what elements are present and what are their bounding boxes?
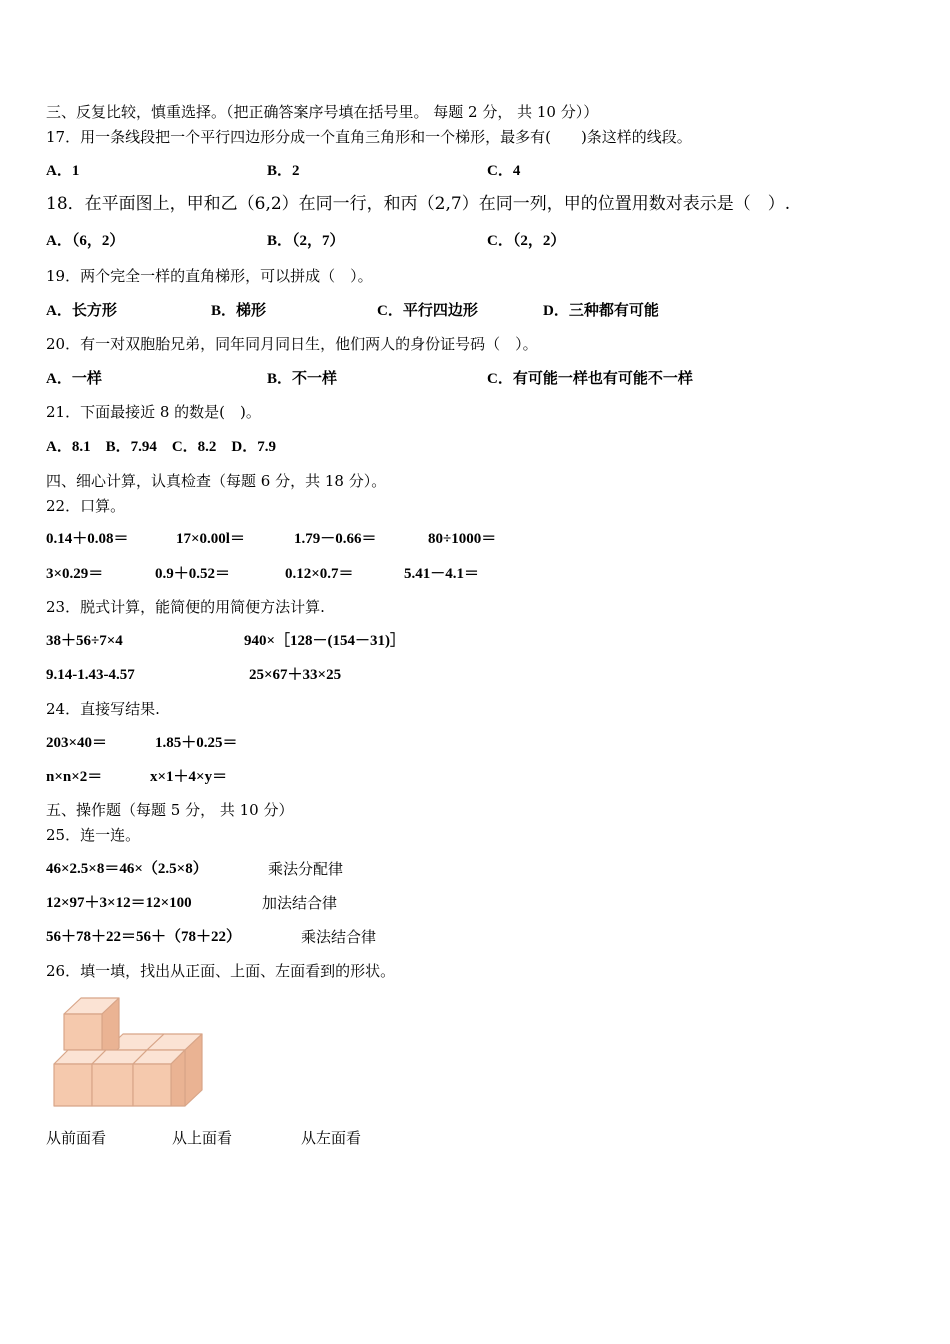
q19-option-b: B．梯形: [211, 303, 267, 319]
q18-option-c: C．（2，2）: [487, 233, 566, 249]
q24-item-4: x×1＋4×y＝: [150, 769, 228, 785]
cube-front-face-2: [92, 1064, 133, 1106]
q25-law-2: 加法结合律: [262, 894, 338, 912]
view-front-label: 从前面看: [46, 1129, 107, 1147]
view-left-label: 从左面看: [301, 1129, 362, 1147]
q22-item-3: 1.79－0.66＝: [294, 531, 377, 547]
q25-law-1: 乘法分配律: [268, 860, 344, 878]
q23-item-1: 38＋56÷7×4: [46, 633, 123, 649]
q24-item-2: 1.85＋0.25＝: [155, 735, 238, 751]
q18-option-b: B．（2，7）: [267, 233, 345, 249]
q22-stem: 22．口算。: [46, 497, 126, 515]
view-top-label: 从上面看: [172, 1129, 233, 1147]
section-5-heading: 五、操作题（每题 5 分， 共 10 分）: [46, 801, 294, 819]
q22-item-8: 5.41－4.1＝: [404, 566, 480, 582]
cube-stack-figure: [44, 994, 209, 1108]
q23-item-3: 9.14-1.43-4.57: [46, 667, 135, 683]
section-3-heading: 三、反复比较，慎重选择。（把正确答案序号填在括号里。 每题 2 分， 共 10 分））: [46, 103, 599, 121]
q26-stem: 26．填一填，找出从正面、上面、左面看到的形状。: [46, 962, 396, 980]
q17-option-c: C．4: [487, 163, 521, 179]
q23-item-4: 25×67＋33×25: [249, 667, 342, 683]
q24-item-1: 203×40＝: [46, 735, 108, 751]
q25-expression-1: 46×2.5×8＝46×（2.5×8）: [46, 861, 208, 877]
q18-option-a: A．（6，2）: [46, 233, 125, 249]
q19-option-a: A．长方形: [46, 303, 117, 319]
q20-option-b: B．不一样: [267, 371, 338, 387]
q25-expression-3: 56＋78＋22＝56＋（78＋22）: [46, 929, 242, 945]
q17-stem: 17．用一条线段把一个平行四边形分成一个直角三角形和一个梯形，最多有( )条这样的线段。: [46, 128, 692, 146]
q21-stem: 21．下面最接近 8 的数是( )。: [46, 403, 261, 421]
q22-item-7: 0.12×0.7＝: [285, 566, 354, 582]
q21-options: A．8.1 B．7.94 C．8.2 D．7.9: [46, 439, 277, 455]
cube-upper-front: [64, 1014, 102, 1050]
q23-stem: 23．脱式计算，能简便的用简便方法计算.: [46, 598, 325, 616]
q25-law-3: 乘法结合律: [301, 928, 377, 946]
section-4-heading: 四、细心计算，认真检查（每题 6 分，共 18 分）。: [46, 472, 387, 490]
cube-front-face-1: [54, 1064, 92, 1106]
q20-option-c: C．有可能一样也有可能不一样: [487, 371, 693, 387]
q22-item-4: 80÷1000＝: [428, 531, 497, 547]
q18-stem: 18．在平面图上，甲和乙（6,2）在同一行，和丙（2,7）在同一列，甲的位置用数对表示是（ ）.: [46, 194, 791, 214]
q19-option-d: D．三种都有可能: [543, 303, 659, 319]
q25-expression-2: 12×97＋3×12＝12×100: [46, 895, 192, 911]
q24-item-3: n×n×2＝: [46, 769, 103, 785]
q22-item-2: 17×0.00l＝: [176, 531, 245, 547]
q17-option-b: B．2: [267, 163, 300, 179]
q19-stem: 19．两个完全一样的直角梯形，可以拼成（ ）。: [46, 267, 373, 285]
q20-option-a: A．一样: [46, 371, 102, 387]
q23-item-2: 940×［128－(154－31)］: [244, 633, 406, 649]
q19-option-c: C．平行四边形: [377, 303, 478, 319]
q25-stem: 25．连一连。: [46, 826, 141, 844]
q24-stem: 24．直接写结果.: [46, 700, 160, 718]
cube-front-face-3: [133, 1064, 171, 1106]
q22-item-5: 3×0.29＝: [46, 566, 104, 582]
q17-option-a: A．1: [46, 163, 80, 179]
q22-item-1: 0.14＋0.08＝: [46, 531, 129, 547]
q22-item-6: 0.9＋0.52＝: [155, 566, 231, 582]
q20-stem: 20．有一对双胞胎兄弟，同年同月同日生，他们两人的身份证号码（ ）。: [46, 335, 538, 353]
